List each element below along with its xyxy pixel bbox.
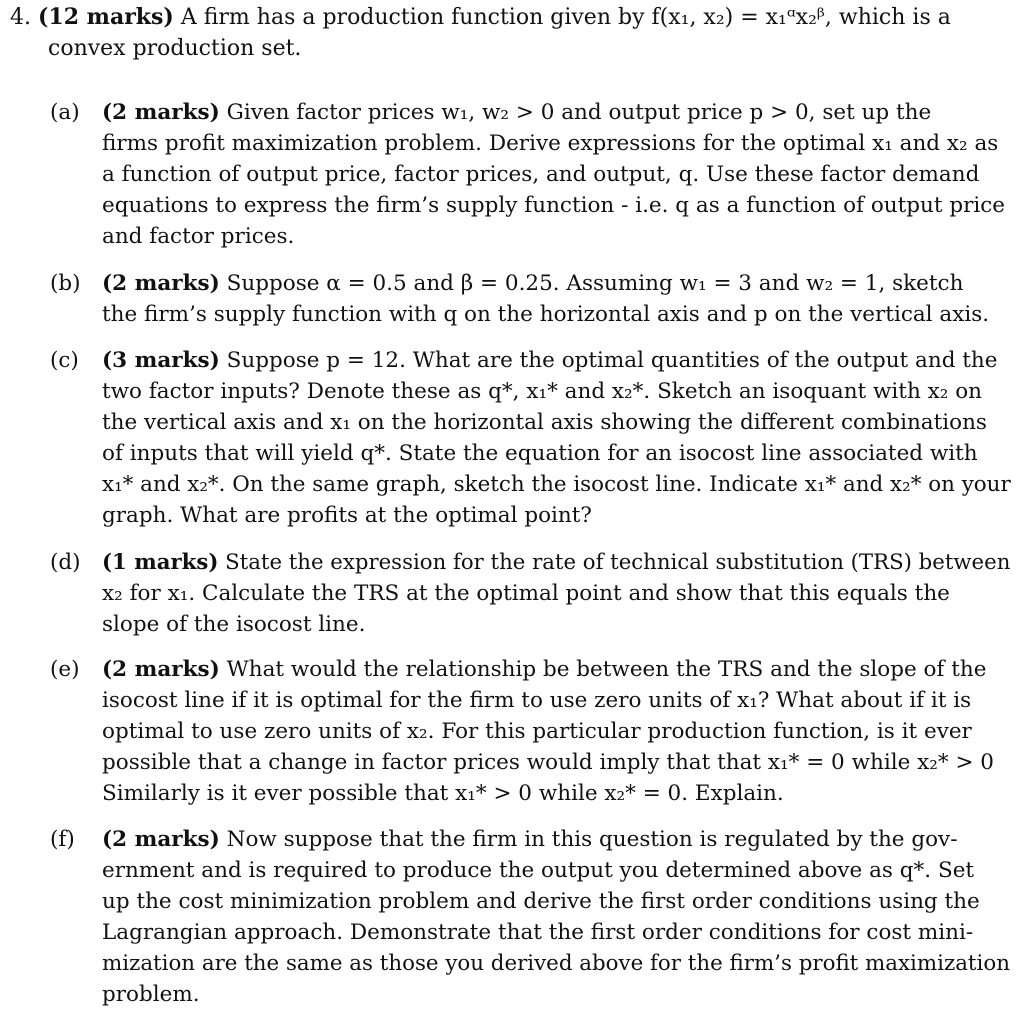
question-number: 4. [10,5,31,30]
part-a [50,97,1010,252]
part-d-label: (d) [50,550,81,575]
question-marks: (12 marks) [38,4,174,30]
part-d-line-3: slope of the isocost line. [102,612,366,637]
part-b-label: (b) [50,271,81,296]
part-c-line-5: x₁* and x₂*. On the same graph, sketch the isocost line. Indicate x₁* and x₂* on your [102,472,1011,497]
part-f-line-6: problem. [102,982,200,1007]
part-c-line-4: of inputs that will yield q*. State the equation for an isocost line associated with [102,441,978,466]
part-c-line-3: the vertical axis and x₁ on the horizontal axis showing the different combinations [102,410,987,435]
part-b-line-2: the firm’s supply function with q on the horizontal axis and p on the vertical axis. [102,302,990,327]
part-e-label: (e) [50,657,80,682]
part-c-line-1: (3 marks) Suppose p = 12. What are the optimal quantities of the output and the [102,348,998,373]
part-d [50,547,1010,640]
part-a-label: (a) [50,100,80,125]
part-b-marks: (2 marks) [102,271,220,296]
part-b [50,268,1010,330]
part-e-line-2: isocost line if it is optimal for the firm to use zero units of x₁? What about if it is [102,688,972,713]
part-e [50,654,1010,809]
part-a-marks: (2 marks) [102,100,220,125]
part-e-marks: (2 marks) [102,657,220,682]
part-a-line-4: equations to express the firm’s supply function - i.e. q as a function of output price [102,193,1006,218]
part-c-marks: (3 marks) [102,348,220,373]
part-c [50,345,1010,531]
question-text-line1: A firm has a production function given by f(x₁, x₂) = x₁ᵅx₂ᵝ, which is a [180,5,951,30]
part-c-line-6: graph. What are profits at the optimal point? [102,503,592,528]
part-f-line-1: (2 marks) Now suppose that the firm in this question is regulated by the gov- [102,827,958,852]
part-a-line-2: firms profit maximization problem. Derive expressions for the optimal x₁ and x₂ as [102,131,999,156]
part-f-line-3: up the cost minimization problem and derive the first order conditions using the [102,889,980,914]
part-f [50,824,1010,1010]
part-f-line-4: Lagrangian approach. Demonstrate that the first order conditions for cost mini- [102,920,974,945]
part-b-line-1: (2 marks) Suppose α = 0.5 and β = 0.25. Assuming w₁ = 3 and w₂ = 1, sketch [102,271,964,296]
part-f-marks: (2 marks) [102,827,220,852]
part-e-line-5: Similarly is it ever possible that x₁* > 0 while x₂* = 0. Explain. [102,781,784,806]
part-d-marks: (1 marks) [102,550,219,575]
part-a-line-3: a function of output price, factor prices, and output, q. Use these factor demand [102,162,980,187]
part-e-line-4: possible that a change in factor prices would imply that that x₁* = 0 while x₂* > 0 [102,750,994,775]
part-c-label: (c) [50,348,79,373]
part-c-line-2: two factor inputs? Denote these as q*, x₁* and x₂*. Sketch an isoquant with x₂ on [102,379,982,404]
part-a-line-5: and factor prices. [102,224,295,249]
question-header [10,4,951,30]
part-a-line-1: (2 marks) Given factor prices w₁, w₂ > 0 and output price p > 0, set up the [102,100,932,125]
part-e-line-3: optimal to use zero units of x₂. For this particular production function, is it ever [102,719,972,744]
part-d-line-1: (1 marks) State the expression for the rate of technical substitution (TRS) between [102,550,1011,575]
question-text-line2: convex production set. [48,36,302,61]
part-e-line-1: (2 marks) What would the relationship be between the TRS and the slope of the [102,657,987,682]
part-d-line-2: x₂ for x₁. Calculate the TRS at the optimal point and show that this equals the [102,581,950,606]
part-f-line-5: mization are the same as those you derived above for the firm’s profit maximization [102,951,1010,976]
part-f-label: (f) [50,827,75,852]
part-f-line-2: ernment and is required to produce the output you determined above as q*. Set [102,858,975,883]
